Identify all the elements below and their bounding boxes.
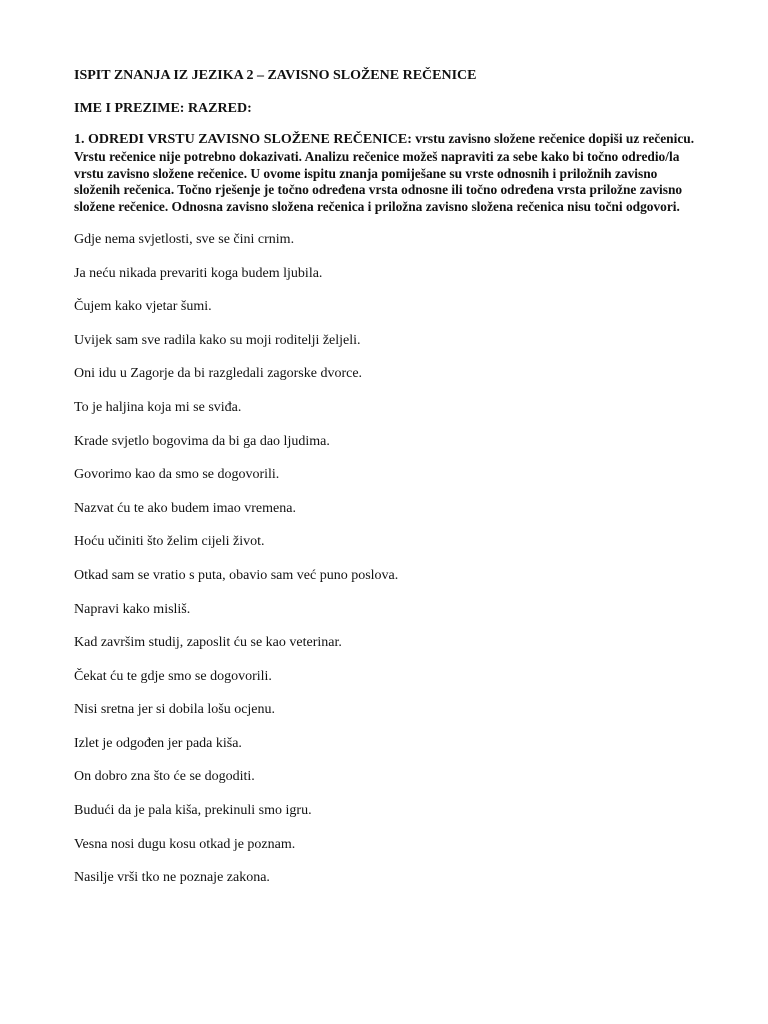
sentence-item: Čujem kako vjetar šumi. xyxy=(74,299,212,315)
task-instructions-text: vrstu zavisno složene rečenice dopiši uz rečenicu. Vrstu rečenice nije potrebno dokazivati. Analizu rečenice možeš napraviti za sebe kako bi točno odredio/la vrstu zavisno složene rečenice. U ovome ispitu znanja pomiješane su vrste odnosnih i priložnih zavisno složenih rečenica. Točno rješenje je točno određena vrsta odnosne ili točno određena vrsta priložne zavisno složene rečenice. Odnosna zavisno složena rečenica i priložna zavisno složena rečenica nisu točni odgovori. xyxy=(74,131,695,215)
sentence-item: Otkad sam se vratio s puta, obavio sam već puno poslova. xyxy=(74,567,399,583)
name-and-class-line: IME I PREZIME: RAZRED: xyxy=(74,101,252,116)
sentence-item: Govorimo kao da smo se dogovorili. xyxy=(74,467,280,483)
sentence-item: Vesna nosi dugu kosu otkad je poznam. xyxy=(74,836,296,852)
sentence-item: Budući da je pala kiša, prekinuli smo igru. xyxy=(74,803,312,819)
task-heading: 1. ODREDI VRSTU ZAVISNO SLOŽENE REČENICE: xyxy=(74,132,412,147)
sentence-list xyxy=(74,230,698,888)
sentence-item: Gdje nema svjetlosti, sve se čini crnim. xyxy=(74,231,295,247)
sentence-item: Hoću učiniti što želim cijeli život. xyxy=(74,534,265,550)
sentence-item: Napravi kako misliš. xyxy=(74,601,191,617)
sentence-item: Nasilje vrši tko ne poznaje zakona. xyxy=(74,870,270,886)
sentence-item: Ja neću nikada prevariti koga budem ljubila. xyxy=(74,265,323,281)
sentence-item: On dobro zna što će se dogoditi. xyxy=(74,769,255,785)
task-instructions xyxy=(74,131,698,216)
sentence-item: To je haljina koja mi se sviđa. xyxy=(74,399,242,415)
sentence-item: Oni idu u Zagorje da bi razgledali zagorske dvorce. xyxy=(74,366,363,382)
sentence-item: Čekat ću te gdje smo se dogovorili. xyxy=(74,668,272,684)
sentence-item: Izlet je odgođen jer pada kiša. xyxy=(74,735,242,751)
document-title: ISPIT ZNANJA IZ JEZIKA 2 – ZAVISNO SLOŽENE REČENICE xyxy=(74,68,477,83)
sentence-item: Krade svjetlo bogovima da bi ga dao ljudima. xyxy=(74,433,330,449)
sentence-item: Nazvat ću te ako budem imao vremena. xyxy=(74,500,296,516)
sentence-item: Uvijek sam sve radila kako su moji roditelji željeli. xyxy=(74,332,361,348)
document-page xyxy=(74,66,698,902)
sentence-item: Kad završim studij, zaposlit ću se kao veterinar. xyxy=(74,635,342,651)
sentence-item: Nisi sretna jer si dobila lošu ocjenu. xyxy=(74,702,276,718)
